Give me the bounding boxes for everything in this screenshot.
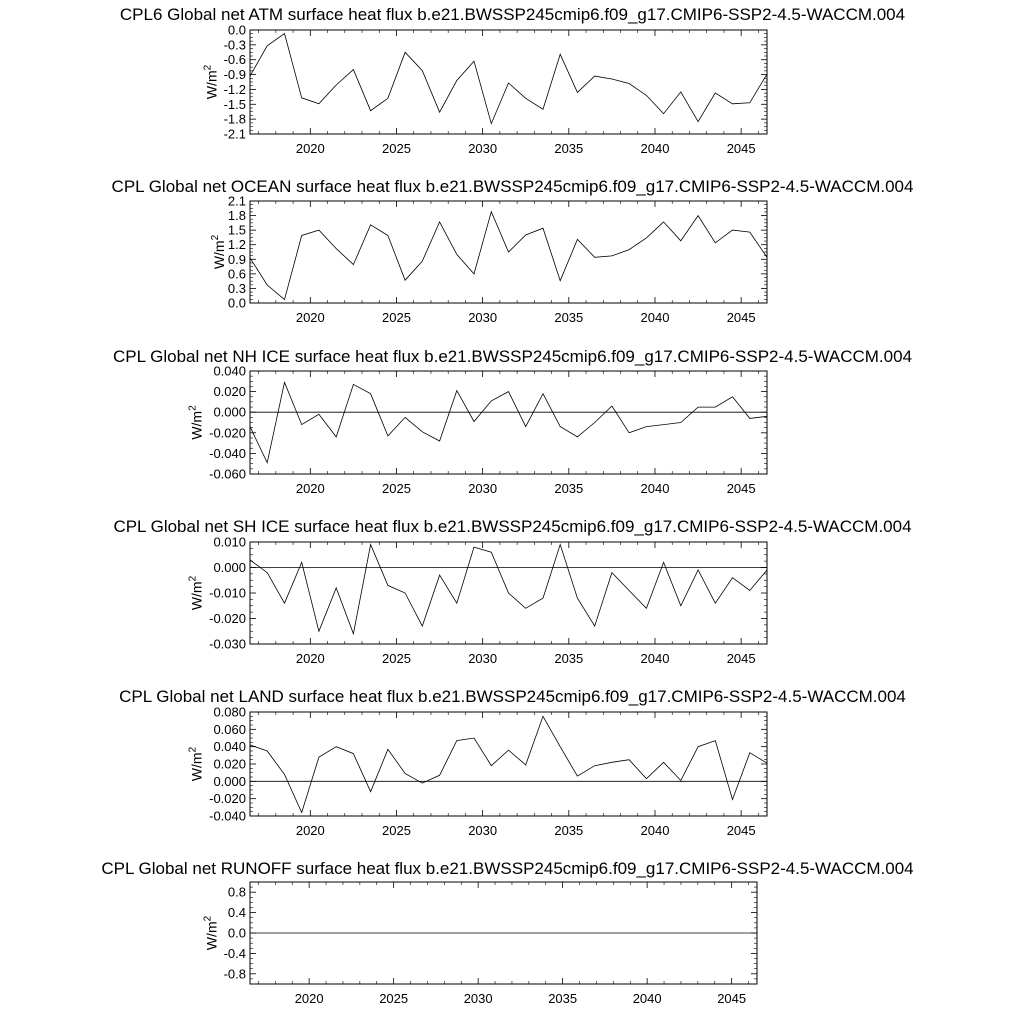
panel-title: CPL Global net NH ICE surface heat flux b.e21.BWSSP245cmip6.f09_g17.CMIP6-SSP2-4.5-WACCM.004: [112, 347, 913, 366]
x-tick-label: 2035: [554, 651, 584, 666]
panel-0: [120, 5, 905, 156]
x-tick-label: 2035: [554, 141, 584, 156]
panel-title: CPL Global net RUNOFF surface heat flux b.e21.BWSSP245cmip6.f09_g17.CMIP6-SSP2-4.5-WACCM.004: [101, 859, 914, 878]
y-tick-label: -0.040: [209, 445, 246, 461]
y-tick-label: 0.000: [213, 773, 246, 789]
plot-frame: [250, 371, 767, 474]
y-axis-label: [202, 64, 219, 99]
y-tick-label: 0.020: [213, 384, 246, 400]
y-axis-label-superscript: 2: [187, 746, 199, 753]
x-tick-label: 2045: [726, 823, 756, 838]
series-line: [250, 545, 767, 634]
x-tick-label: 2025: [379, 991, 409, 1006]
x-tick-label: 2030: [468, 823, 498, 838]
series-line: [250, 716, 767, 812]
x-tick-label: 2030: [468, 651, 498, 666]
x-tick-label: 2035: [554, 310, 584, 325]
y-tick-label: 0.0: [227, 925, 246, 941]
x-tick-label: 2020: [295, 481, 325, 496]
y-tick-label: -0.060: [209, 466, 246, 482]
x-tick-label: 2025: [382, 310, 411, 325]
x-tick-label: 2040: [640, 481, 670, 496]
x-tick-label: 2045: [726, 481, 756, 496]
y-axis-label-text: W/m: [203, 921, 220, 951]
x-tick-label: 2045: [726, 310, 756, 325]
y-tick-label: 0.0: [227, 295, 246, 311]
y-tick-label: 0.6: [227, 266, 246, 282]
x-tick-label: 2040: [640, 651, 670, 666]
y-tick-label: -0.030: [209, 636, 246, 652]
panel-title: CPL Global net OCEAN surface heat flux b.e21.BWSSP245cmip6.f09_g17.CMIP6-SSP2-4.5-WACCM.004: [111, 177, 914, 196]
y-tick-label: 1.2: [227, 237, 246, 253]
y-tick-label: 1.5: [227, 222, 246, 238]
x-tick-label: 2020: [294, 991, 324, 1006]
x-tick-label: 2025: [382, 651, 411, 666]
y-tick-label: -1.2: [223, 81, 246, 97]
x-tick-label: 2040: [640, 310, 670, 325]
y-tick-label: -0.4: [223, 945, 246, 961]
y-axis-label: [210, 234, 227, 269]
x-tick-label: 2040: [632, 991, 662, 1006]
x-tick-label: 2025: [382, 823, 411, 838]
x-tick-label: 2020: [295, 823, 325, 838]
x-tick-label: 2020: [295, 141, 325, 156]
x-tick-label: 2040: [640, 141, 670, 156]
x-tick-label: 2045: [726, 651, 756, 666]
y-tick-label: -2.1: [223, 126, 246, 142]
y-tick-label: 0.0: [227, 22, 246, 38]
y-tick-label: 0.4: [227, 905, 246, 921]
y-tick-label: 0.010: [213, 534, 246, 550]
y-axis-label: [188, 575, 205, 610]
x-tick-label: 2045: [726, 141, 756, 156]
y-tick-label: 0.040: [213, 739, 246, 755]
y-tick-label: -0.020: [209, 791, 246, 807]
y-tick-label: 0.020: [213, 756, 246, 772]
x-tick-label: 2040: [640, 823, 670, 838]
panel-4: [119, 687, 906, 838]
y-tick-label: 1.8: [227, 208, 246, 224]
y-tick-label: 0.080: [213, 704, 246, 720]
x-tick-label: 2035: [554, 823, 584, 838]
y-axis-label-text: W/m: [210, 240, 227, 270]
y-tick-label: -0.040: [209, 808, 246, 824]
panel-title: CPL6 Global net ATM surface heat flux b.e21.BWSSP245cmip6.f09_g17.CMIP6-SSP2-4.5-WACCM.004: [119, 5, 906, 24]
panel-title: CPL Global net SH ICE surface heat flux b.e21.BWSSP245cmip6.f09_g17.CMIP6-SSP2-4.5-WACCM.004: [113, 517, 912, 536]
x-tick-label: 2020: [295, 651, 325, 666]
x-tick-label: 2025: [382, 481, 411, 496]
y-axis-label-superscript: 2: [187, 405, 199, 411]
x-tick-label: 2030: [463, 991, 493, 1006]
y-tick-label: 0.040: [213, 363, 246, 379]
y-tick-label: 0.060: [213, 721, 246, 737]
series-line: [250, 34, 767, 124]
y-tick-label: -1.8: [223, 111, 246, 127]
series-line: [250, 382, 767, 462]
y-tick-label: -0.8: [223, 966, 246, 982]
y-tick-label: -0.9: [223, 67, 246, 83]
y-tick-label: 2.1: [227, 193, 246, 209]
plot-frame: [250, 30, 767, 134]
y-axis-label-text: W/m: [188, 581, 205, 611]
x-tick-label: 2030: [468, 481, 498, 496]
y-tick-label: 0.000: [213, 560, 246, 575]
panel-2: [113, 347, 912, 496]
x-tick-label: 2020: [295, 310, 325, 325]
panel-1: [112, 177, 914, 325]
x-tick-label: 2025: [382, 141, 411, 156]
y-axis-label-superscript: 2: [202, 64, 214, 71]
x-tick-label: 2045: [717, 991, 747, 1006]
panel-5: [101, 859, 913, 1006]
y-tick-label: -0.020: [209, 425, 246, 441]
y-tick-label: -0.020: [209, 611, 246, 626]
y-axis-label: [188, 746, 205, 781]
y-tick-label: 0.9: [227, 251, 246, 267]
x-tick-label: 2035: [554, 481, 584, 496]
x-tick-label: 2030: [468, 310, 498, 325]
y-tick-label: 0.8: [227, 884, 246, 900]
y-tick-label: -0.6: [223, 52, 246, 68]
y-axis-label-text: W/m: [188, 410, 205, 440]
y-tick-label: 0.3: [227, 280, 246, 296]
y-tick-label: -1.5: [223, 96, 246, 112]
y-tick-label: -0.010: [209, 585, 246, 601]
y-axis-label: [202, 915, 219, 950]
y-tick-label: 0.000: [213, 404, 246, 420]
y-tick-label: -0.3: [223, 37, 246, 53]
y-axis-label-text: W/m: [203, 70, 220, 100]
series-line: [250, 212, 767, 300]
x-tick-label: 2030: [468, 141, 498, 156]
y-axis-label-superscript: 2: [202, 915, 214, 922]
panel-3: [113, 517, 911, 666]
y-axis-label-superscript: 2: [209, 234, 221, 241]
x-tick-label: 2035: [548, 991, 578, 1006]
y-axis-label: [188, 405, 205, 440]
y-axis-label-text: W/m: [188, 752, 205, 782]
panel-title: CPL Global net LAND surface heat flux b.e21.BWSSP245cmip6.f09_g17.CMIP6-SSP2-4.5-WACCM.004: [119, 687, 906, 706]
y-axis-label-superscript: 2: [187, 575, 199, 582]
